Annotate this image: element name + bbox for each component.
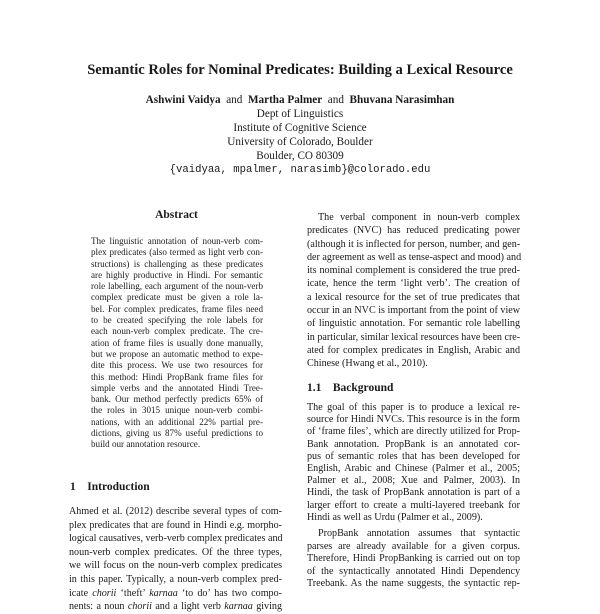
- paper-title: Semantic Roles for Nominal Predicates: Building a Lexical Resource: [87, 62, 513, 78]
- affiliation-university: University of Colorado, Boulder: [227, 136, 373, 148]
- text-line: bel. For complex predicates, frame files need: [91, 303, 263, 314]
- text-line: Chinese (Hwang et al., 2010).: [307, 358, 428, 370]
- section-number: 1: [70, 481, 76, 493]
- text-line: der agreement as well as tense-aspect and mood) and: [307, 251, 522, 263]
- text-line: occur in an NVC is important from the point of view: [307, 305, 521, 317]
- author-email: {vaidyaa, mpalmer, narasimb}@colorado.edu: [169, 164, 431, 176]
- text-line: to be created specifying the role labels for: [91, 315, 263, 326]
- text-line: build our annotation resource.: [91, 439, 201, 450]
- text-line: Therefore, Hindi PropBanking is carried out on top: [307, 553, 520, 565]
- subsection-number: 1.1: [307, 382, 322, 394]
- text-line: The goal of this paper is to produce a lexical re-: [307, 402, 520, 413]
- text-segment: ‘theft’: [116, 587, 150, 599]
- right-paragraph-3: [307, 528, 520, 591]
- and-text: and: [226, 94, 243, 106]
- italic-term: karnaa: [224, 601, 253, 613]
- text-line: parses are already available for a given corpus.: [307, 540, 520, 552]
- text-line: bank. Our method perfectly predicts 65% of: [91, 394, 263, 405]
- text-line: [69, 600, 282, 614]
- text-line: complex predicate must be given a role la-: [91, 292, 263, 303]
- text-line: Ahmed et al. (2012) describe several types of com-: [69, 506, 282, 517]
- text-line: the roles in 3015 unique noun-verb combi-: [91, 405, 263, 416]
- section-heading-introduction: [70, 481, 150, 494]
- author-name: Martha Palmer: [247, 94, 323, 106]
- text-segment: nents: a noun: [69, 601, 128, 613]
- text-line: simple verbs and the annotated Hindi Tree-: [91, 382, 263, 393]
- text-line: dictions, giving us 87% useful predictions to: [91, 428, 263, 439]
- text-line: plex predicates that are found in Hindi e.g. morpho-: [69, 519, 282, 531]
- author-name: Ashwini Vaidya: [145, 94, 221, 106]
- text-segment: icate: [69, 587, 93, 599]
- right-paragraph-2: [307, 402, 520, 524]
- text-line: The linguistic annotation of noun-verb com-: [91, 236, 263, 246]
- text-line: ation of frame files is usually done manually,: [91, 337, 263, 348]
- text-line: icate, hence the term ‘light verb’. The creation of: [307, 278, 520, 290]
- text-segment: ‘to do’ has two compo-: [177, 587, 283, 599]
- abstract-heading: Abstract: [155, 209, 198, 221]
- text-line: role labelling, each argument of the noun-verb: [91, 281, 263, 292]
- introduction-body: [69, 505, 282, 614]
- text-line: we will focus on the noun-verb complex predicates: [69, 560, 282, 572]
- text-line: Hindi as well as Urdu (Palmer et al., 2009).: [307, 511, 483, 523]
- text-line: The verbal component in noun-verb complex: [318, 212, 520, 223]
- author-line: [0, 94, 600, 106]
- text-line: of linguistic annotation. For semantic role labelling: [307, 318, 520, 330]
- subsection-title: Background: [332, 382, 394, 394]
- subsection-heading-background: [307, 382, 393, 395]
- text-line: source for Hindi NVCs. This resource is in the form: [307, 414, 520, 426]
- abstract-body: [91, 236, 263, 451]
- text-line: but we propose an automatic method to expe-: [91, 348, 263, 359]
- italic-term: chorii: [92, 587, 117, 599]
- italic-term: karnaa: [149, 587, 178, 599]
- text-line: predicates (NVC) has reduced predicating power: [307, 225, 520, 237]
- text-line: Hindi, the task of PropBank annotation is part of a: [307, 487, 520, 499]
- text-segment: giving: [252, 601, 282, 613]
- affiliation-city: Boulder, CO 80309: [256, 150, 344, 162]
- text-segment: and a light verb: [151, 601, 225, 613]
- text-line: this method: Hindi PropBank frame files for: [91, 371, 263, 382]
- right-paragraph-1: [307, 211, 520, 371]
- text-line: a lexical resource for the set of true predicates that: [307, 291, 520, 303]
- text-line: logical causatives, verb-verb complex predicates and: [69, 533, 283, 545]
- text-line: in this paper. Typically, a noun-verb complex pred-: [69, 573, 282, 585]
- text-line: Treebank. As the name suggests, the syntactic rep-: [307, 578, 520, 590]
- text-line: Palmer et al., 2008; Xue and Palmer, 2003). In: [307, 475, 520, 487]
- text-line: each noun-verb complex predicate. The cre-: [91, 326, 263, 337]
- italic-term: chorii: [127, 601, 152, 613]
- text-line: are highly productive in Hindi. For semantic: [91, 269, 263, 280]
- text-line: noun-verb complex predicates. Of the three types,: [69, 546, 282, 558]
- text-line: English, Arabic and Chinese (Palmer et al., 2005;: [307, 463, 520, 475]
- text-line: in particular, similar lexical resources have been cre-: [307, 331, 521, 343]
- author-name: Bhuvana Narasimhan: [349, 94, 455, 106]
- affiliation-institute: Institute of Cognitive Science: [233, 122, 367, 134]
- and-text: and: [327, 94, 344, 106]
- text-line: nations, with an additional 22% partial pre-: [91, 416, 263, 427]
- text-line: PropBank annotation assumes that syntactic: [318, 528, 520, 539]
- text-line: [69, 587, 282, 601]
- text-line: larger effort to create a multi-layered treebank for: [307, 499, 520, 511]
- text-line: Bank annotation. PropBank is an annotated cor-: [307, 438, 520, 450]
- text-line: of ‘frame files’, which are directly utilized for Prop-: [307, 426, 520, 438]
- text-line: dite this process. We use two resources for: [91, 360, 263, 371]
- text-line: its nominal complement is considered the true pred-: [307, 265, 520, 277]
- affiliation-dept: Dept of Linguistics: [256, 108, 344, 120]
- text-line: ated for complex predicates in English, Arabic and: [307, 344, 520, 356]
- section-title: Introduction: [87, 481, 150, 493]
- text-line: plex predicates (also termed as light verb con-: [91, 247, 263, 258]
- text-line: pus of semantic roles that has been developed for: [307, 450, 520, 462]
- text-line: of the syntactically annotated Hindi Dependency: [307, 565, 520, 577]
- text-line: structions) is challenging as these predicates: [91, 258, 263, 269]
- text-line: (although it is inflected for person, number, and gen-: [307, 238, 521, 250]
